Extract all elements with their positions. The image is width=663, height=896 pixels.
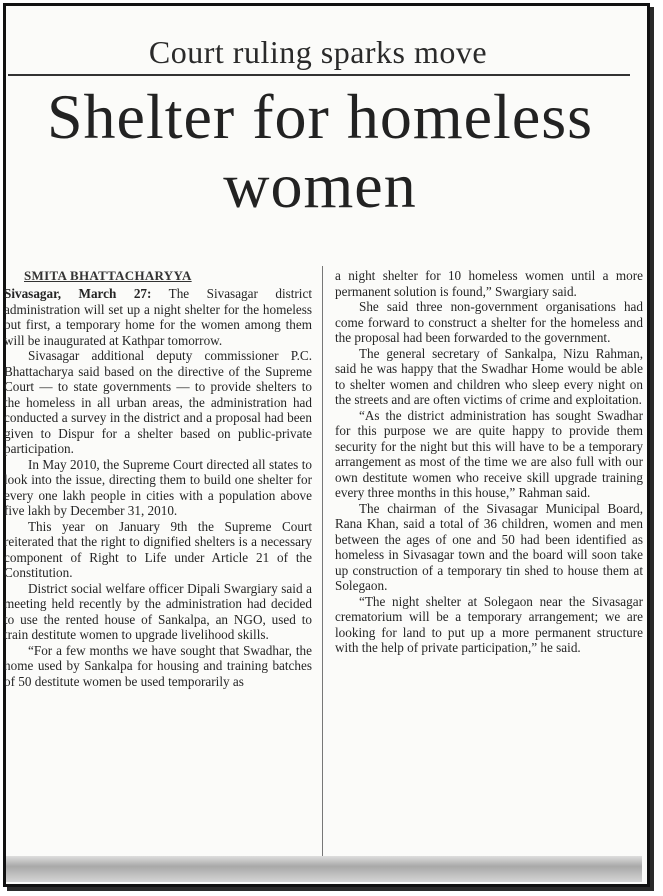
paragraph: a night shelter for 10 homeless women until a more permanent solution is found,” Swargiary said.: [335, 268, 643, 299]
paragraph: “For a few months we have sought that Swadhar, the home used by Sankalpa for housing and training batches of 50 destitute women be used temporarily as: [4, 642, 312, 689]
paragraph: In May 2010, the Supreme Court directed all states to look into the issue, directing them to build one shelter for every one lakh people in cities with a population above five lakh by December 31, 2010.: [4, 456, 312, 518]
column-right: [335, 268, 643, 656]
paragraph: This year on January 9th the Supreme Court reiterated that the right to dignified shelters is a necessary component of Right to Life under Article 21 of the Constitution.: [4, 518, 312, 580]
main-headline: Shelter for homeless women: [46, 81, 594, 221]
paragraph-lead: [4, 286, 312, 348]
dateline: Sivasagar, March 27:: [4, 286, 152, 301]
paragraph: She said three non-government organisations had come forward to construct a shelter for the homeless and the proposal had been forwarded to the government.: [335, 299, 643, 345]
byline: SMITA BHATTACHARYYA: [24, 268, 192, 283]
torn-bottom-edge: [6, 856, 642, 882]
column-left: [4, 286, 312, 689]
paragraph: District social welfare officer Dipali Swargiary said a meeting held recently by the administration had decided to use the rented house of Sankalpa, an NGO, used to train destitute women to upgrade livelihood skills.: [4, 580, 312, 642]
paragraph: The chairman of the Sivasagar Municipal Board, Rana Khan, said a total of 36 children, women and men between the ages of one and 50 had been identified as homeless in Sivasagar town and the board will soon take up construction of a temporary tin shed to house them at Solegaon.: [335, 500, 643, 593]
paragraph: Sivasagar additional deputy commissioner P.C. Bhattacharya said based on the directive of the Supreme Court — to state governments — to provide shelters to the homeless in all urban areas, the administration had conducted a survey in the district and a proposal had been given to Dispur for a shelter based on public-private participation.: [4, 348, 312, 456]
paragraph: The general secretary of Sankalpa, Nizu Rahman, said he was happy that the Swadhar Home would be able to shelter women and children who sleep every night on the streets and are often victims of crime and exploitation.: [335, 345, 643, 407]
column-divider: [322, 266, 323, 856]
paragraph: “As the district administration has sought Swadhar for this purpose we are quite happy to provide them security for the night but this will have to be a temporary arrangement as most of the time we are also full with our own destitute women who receive skill upgrade training every three months in this house,” Rahman said.: [335, 407, 643, 500]
paragraph: “The night shelter at Solegaon near the Sivasagar crematorium will be a temporary arrangement; we are looking for land to put up a more permanent structure with the help of private participation,” he said.: [335, 593, 643, 655]
kicker-headline: Court ruling sparks move: [148, 34, 488, 70]
kicker-rule: [8, 74, 630, 76]
lead-text: The Sivasagar district administration will set up a night shelter for the homeless but first, a temporary home for the women among them will be inaugurated at Kathpar tomorrow.: [4, 286, 312, 348]
